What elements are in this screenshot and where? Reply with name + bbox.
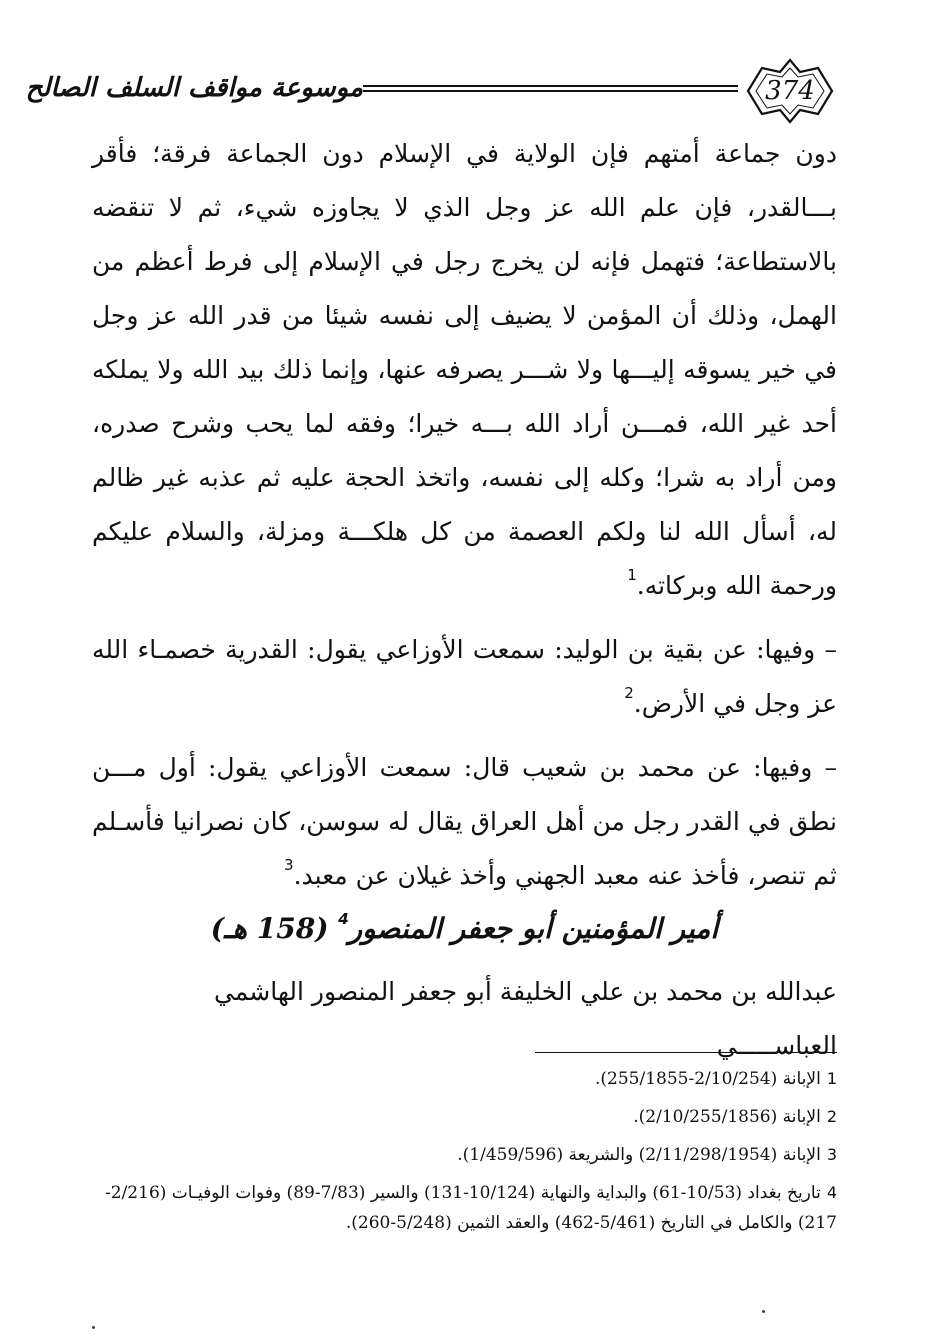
footnote-text: الإبانة (2/10/255/1856). xyxy=(633,1107,821,1127)
footnote xyxy=(92,1178,837,1238)
paragraph-text: – وفيها: عن بقية بن الوليد: سمعت الأوزاعي يقول: القدرية خصمـاء الله عز وجل في الأرض. xyxy=(92,635,837,718)
heading-title: أمير المؤمنين أبو جعفر المنصور xyxy=(348,912,719,945)
footnote xyxy=(92,1064,837,1094)
footnote-ref: 2 xyxy=(624,684,634,702)
footnote-number: 4 xyxy=(826,1183,837,1202)
paragraph xyxy=(92,741,837,903)
footnote-number: 1 xyxy=(826,1069,837,1088)
footnote-number: 2 xyxy=(826,1107,837,1126)
footnote xyxy=(92,1140,837,1170)
footnote-separator xyxy=(535,1052,837,1053)
header-double-rule xyxy=(363,85,738,94)
section-heading xyxy=(92,912,837,945)
footnote-text: تاريخ بغداد (10/53-61) والبداية والنهاية (10/124-131) والسير (7/83-89) وفوات الوفيـات (2/216-217) والكامل في التاريخ (5/461-462) والعقد الثمين (5/248-260). xyxy=(105,1183,837,1233)
footnote-ref: 4 xyxy=(338,910,349,928)
biography-line: عبدالله بن محمد بن علي الخليفة أبو جعفر المنصور الهاشمي العباســـــي xyxy=(214,977,837,1060)
paragraph xyxy=(92,623,837,731)
paragraph-text: دون جماعة أمتهم فإن الولاية في الإسلام دون الجماعة فرقة؛ فأقر بـــالقدر، فإن علم الله عز وجل الذي لا يجاوزه شيء، ثم لا تنقضه بالاستطاعة؛ فتهمل فإنه لن يخرج رجل في الإسلام إلى فرط أعظم من الهمل، وذلك أن المؤمن لا يضيف إلى نفسه شيئا من قدر الله عز وجل في خير يسوقه إليـــها ولا شـــر يصرفه عنها، وإنما ذلك بيد الله ولا يملكه أحد غير الله، فمـــن أراد الله بـــه خيرا؛ وفقه لما يحب وشرح صدره، ومن أراد به شرا؛ وكله إلى نفسه، واتخذ الحجة عليه ثم عذبه غير ظالم له، أسأل الله لنا ولكم العصمة من كل هلكـــة ومزلة، والسلام عليكم ورحمة الله وبركاته. xyxy=(92,139,838,600)
footnotes xyxy=(92,1064,837,1246)
footnote-ref: 1 xyxy=(627,566,637,584)
footnote-text: الإبانة (2/11/298/1954) والشريعة (1/459/596). xyxy=(457,1145,821,1165)
footnote-ref: 3 xyxy=(284,856,294,874)
footnote-text: الإبانة (2/10/254-255/1855). xyxy=(594,1069,821,1089)
paragraph xyxy=(92,127,837,613)
page-number-badge xyxy=(740,58,840,124)
footnote xyxy=(92,1102,837,1132)
footnote-number: 3 xyxy=(826,1145,837,1164)
scan-speck xyxy=(92,1326,95,1329)
scan-speck xyxy=(762,1310,765,1313)
page-header xyxy=(25,58,840,128)
series-title: موسوعة مواقف السلف الصالح xyxy=(25,73,363,103)
page-number: 374 xyxy=(765,76,815,106)
heading-date: (158 هـ) xyxy=(210,912,329,945)
main-text xyxy=(92,127,837,903)
paragraph-text: – وفيها: عن محمد بن شعيب قال: سمعت الأوزاعي يقول: أول مـــن نطق في القدر رجل من أهل العراق يقال له سوسن، كان نصرانيا فأسـلم ثم تنصر، فأخذ عنه معبد الجهني وأخذ غيلان عن معبد. xyxy=(92,753,837,890)
